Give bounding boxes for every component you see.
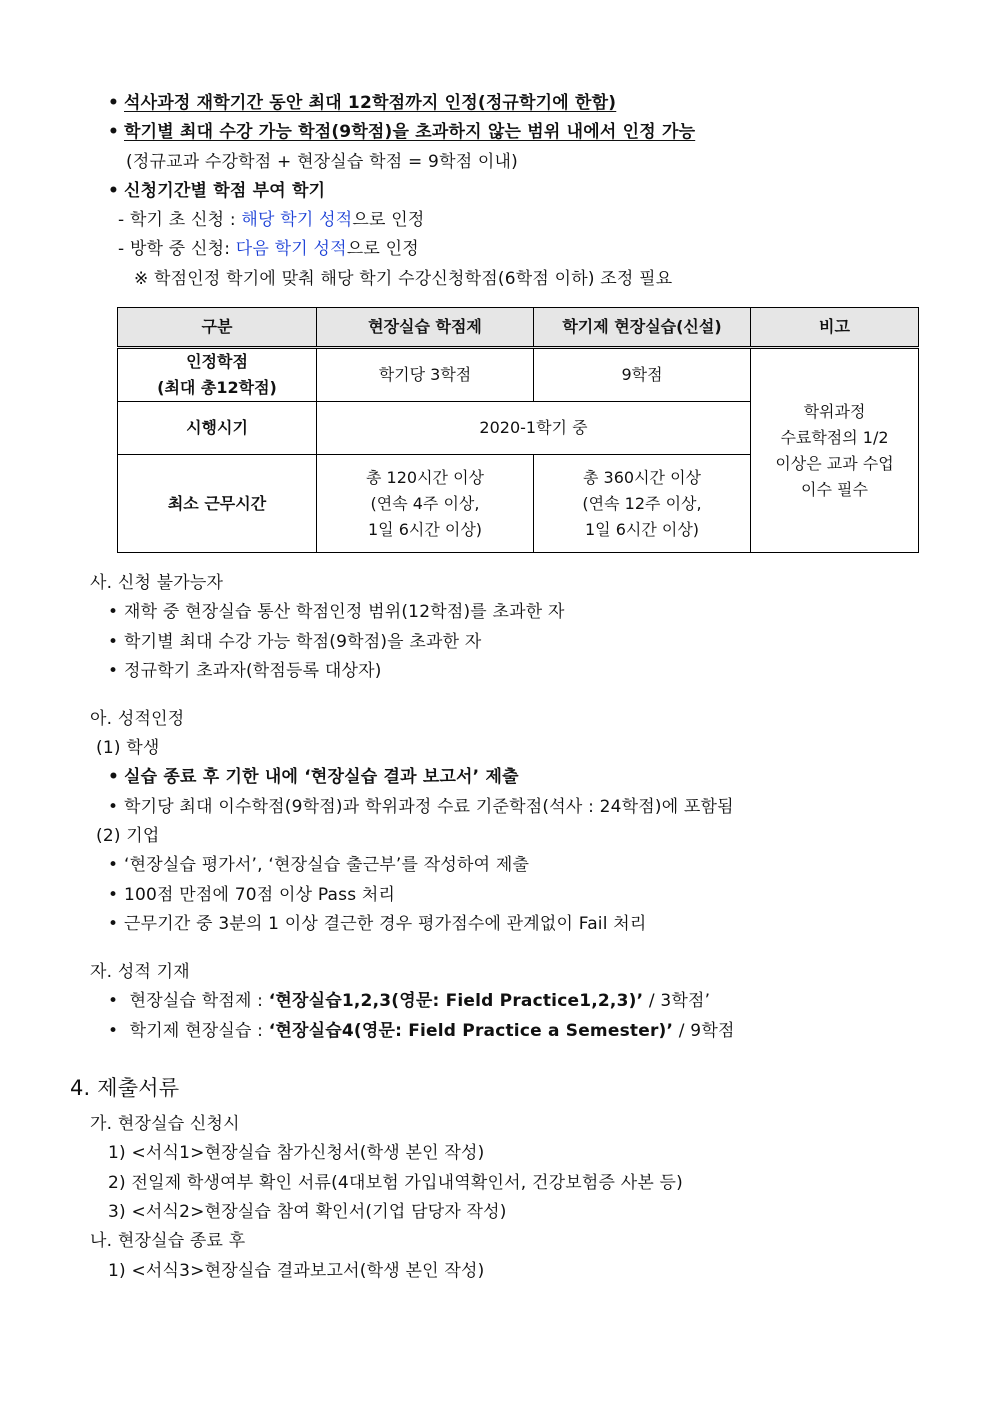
list-item bbox=[108, 989, 710, 1013]
cell-remark bbox=[751, 348, 919, 553]
cell-credit-system-credits: 학기당 3학점 bbox=[317, 348, 534, 402]
credits-label-line2: (최대 총12학점) bbox=[157, 378, 277, 397]
rule-credit-semester: • 신청기간별 학점 부여 학기 bbox=[108, 179, 325, 203]
early-application-prefix: - 학기 초 신청 : bbox=[118, 210, 242, 230]
header-remark: 비고 bbox=[751, 308, 919, 348]
list-item: • 학기당 최대 이수학점(9학점)과 학위과정 수료 기준학점(석사 : 24학점)에 포함됨 bbox=[108, 795, 734, 819]
vacation-application-highlight: 다음 학기 성적 bbox=[235, 239, 347, 259]
transcript-credit-label: 현장실습 학점제 : bbox=[129, 991, 269, 1011]
early-application-suffix: 으로 인정 bbox=[352, 210, 425, 230]
credit-hours-line3: 1일 6시간 이상) bbox=[367, 519, 483, 539]
list-item: 2) 전일제 학생여부 확인 서류(4대보험 가입내역확인서, 건강보험증 사본 등) bbox=[108, 1173, 683, 1193]
list-item: • 재학 중 현장실습 통산 학점인정 범위(12학점)를 초과한 자 bbox=[108, 600, 565, 624]
header-semester-system: 학기제 현장실습(신설) bbox=[534, 308, 751, 348]
rule-max-credits: • 석사과정 재학기간 동안 최대 12학점까지 인정(정규학기에 한함) bbox=[108, 91, 616, 115]
list-item: 3) <서식2>현장실습 참여 확인서(기업 담당자 작성) bbox=[108, 1202, 507, 1222]
cell-semester-system-credits: 9학점 bbox=[534, 348, 751, 402]
remark-line4: 이수 필수 bbox=[801, 479, 868, 499]
early-application-highlight: 해당 학기 성적 bbox=[241, 210, 353, 230]
list-item: • 근무기간 중 3분의 1 이상 결근한 경우 평가점수에 관계없이 Fail 처리 bbox=[108, 912, 647, 936]
rule-semester-limit: • 학기별 최대 수강 가능 학점(9학점)을 초과하지 않는 범위 내에서 인정 가능 bbox=[108, 120, 695, 144]
list-item bbox=[108, 1019, 735, 1043]
vacation-application-suffix: 으로 인정 bbox=[346, 239, 419, 259]
section-transcript-title: 자. 성적 기재 bbox=[90, 962, 190, 982]
subsection-company: (2) 기업 bbox=[96, 826, 160, 846]
transcript-credit-units: / 3학점’ bbox=[643, 991, 711, 1011]
remark-line1: 학위과정 bbox=[803, 401, 866, 421]
list-item: • 정규학기 초과자(학점등록 대상자) bbox=[108, 659, 382, 683]
credit-hours-line2: (연속 4주 이상, bbox=[370, 493, 480, 513]
list-item: • ‘현장실습 평가서’, ‘현장실습 출근부’를 작성하여 제출 bbox=[108, 853, 529, 877]
rule-semester-limit-detail: (정규교과 수강학점 + 현장실습 학점 = 9학점 이내) bbox=[126, 152, 518, 172]
list-item: • 100점 만점에 70점 이상 Pass 처리 bbox=[108, 883, 395, 907]
semester-hours-line2: (연속 12주 이상, bbox=[582, 493, 702, 513]
list-item: 1) <서식3>현장실습 결과보고서(학생 본인 작성) bbox=[108, 1261, 485, 1281]
row-label-period: 시행시기 bbox=[118, 402, 317, 455]
section-grade-title: 아. 성적인정 bbox=[90, 709, 185, 729]
transcript-semester-units: / 9학점 bbox=[673, 1021, 735, 1041]
section-ineligible-title: 사. 신청 불가능자 bbox=[90, 573, 224, 593]
comparison-table bbox=[117, 307, 919, 553]
cell-credit-system-hours bbox=[317, 455, 534, 553]
table-row bbox=[118, 348, 919, 402]
vacation-application-prefix: - 방학 중 신청: bbox=[118, 239, 236, 259]
section-documents-title: 4. 제출서류 bbox=[70, 1076, 180, 1100]
table-header-row bbox=[118, 308, 919, 348]
semester-hours-line3: 1일 6시간 이상) bbox=[584, 519, 700, 539]
cell-semester-system-hours bbox=[534, 455, 751, 553]
header-credit-system: 현장실습 학점제 bbox=[317, 308, 534, 348]
semester-hours-line1: 총 360시간 이상 bbox=[583, 467, 701, 487]
documents-completion-title: 나. 현장실습 종료 후 bbox=[90, 1231, 246, 1251]
rule-vacation-application bbox=[118, 237, 419, 261]
rule-note: ※ 학점인정 학기에 맞춰 해당 학기 수강신청학점(6학점 이하) 조정 필요 bbox=[134, 269, 673, 289]
documents-application-title: 가. 현장실습 신청시 bbox=[90, 1114, 240, 1134]
rule-early-application bbox=[118, 208, 424, 232]
list-item: 1) <서식1>현장실습 참가신청서(학생 본인 작성) bbox=[108, 1143, 485, 1163]
remark-line2: 수료학점의 1/2 bbox=[780, 427, 889, 447]
list-item: • 학기별 최대 수강 가능 학점(9학점)을 초과한 자 bbox=[108, 630, 482, 654]
transcript-semester-label: 학기제 현장실습 : bbox=[129, 1021, 269, 1041]
transcript-credit-course: ‘현장실습1,2,3(영문: Field Practice1,2,3)’ bbox=[268, 991, 644, 1011]
transcript-semester-course: ‘현장실습4(영문: Field Practice a Semester)’ bbox=[268, 1021, 674, 1041]
row-label-min-hours: 최소 근무시간 bbox=[118, 455, 317, 553]
row-label-credits bbox=[118, 348, 317, 402]
cell-period: 2020-1학기 중 bbox=[317, 402, 751, 455]
header-category: 구분 bbox=[118, 308, 317, 348]
subsection-student: (1) 학생 bbox=[96, 738, 160, 758]
credits-label-line1: 인정학점 bbox=[186, 352, 248, 371]
list-item: • 실습 종료 후 기한 내에 ‘현장실습 결과 보고서’ 제출 bbox=[108, 765, 519, 789]
remark-line3: 이상은 교과 수업 bbox=[775, 453, 894, 473]
credit-hours-line1: 총 120시간 이상 bbox=[366, 467, 484, 487]
